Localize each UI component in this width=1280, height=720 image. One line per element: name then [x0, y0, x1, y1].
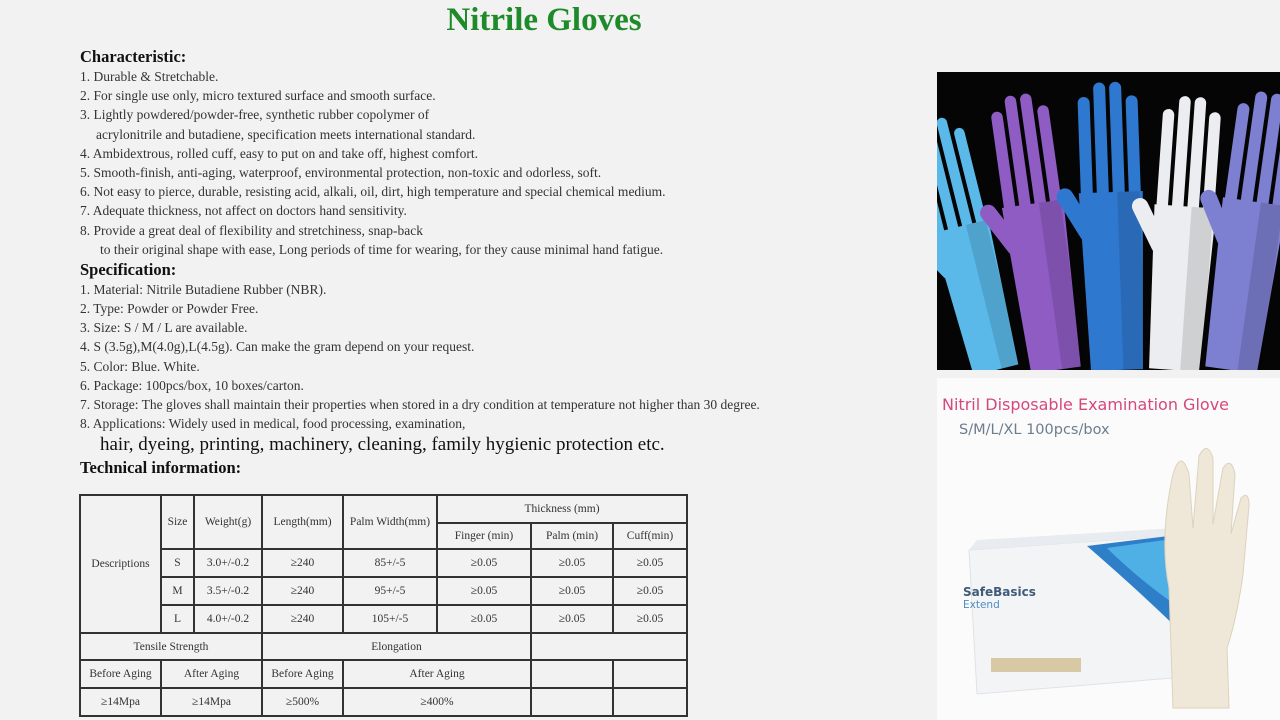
- specification-line: 6. Package: 100pcs/box, 10 boxes/carton.: [80, 377, 304, 393]
- table-row: [80, 605, 687, 633]
- empty-cell: [613, 660, 687, 688]
- descriptions-cell: Descriptions: [80, 495, 161, 633]
- weight-header: Weight(g): [194, 495, 262, 549]
- size-header: Size: [161, 495, 194, 549]
- box-brand: [963, 586, 1036, 612]
- palm-width-header: Palm Width(mm): [343, 495, 437, 549]
- empty-cell: [531, 688, 613, 716]
- product-caption: Nitril Disposable Examination Glove: [942, 395, 1229, 414]
- empty-cell: [531, 633, 687, 660]
- characteristic-line: 7. Adequate thickness, not affect on doctors hand sensitivity.: [80, 203, 407, 219]
- characteristic-line: 3. Lightly powdered/powder-free, synthetic rubber copolymer of: [80, 107, 430, 123]
- table-cell: ≥240: [262, 549, 343, 577]
- aging-label: After Aging: [343, 660, 531, 688]
- box-brand-name: SafeBasics: [963, 585, 1036, 599]
- empty-cell: [613, 688, 687, 716]
- empty-cell: [531, 660, 613, 688]
- table-cell: ≥0.05: [613, 605, 687, 633]
- table-cell: ≥0.05: [531, 577, 613, 605]
- characteristic-line: 2. For single use only, micro textured surface and smooth surface.: [80, 88, 436, 104]
- specification-line: 2. Type: Powder or Powder Free.: [80, 301, 259, 317]
- table-cell: 4.0+/-0.2: [194, 605, 262, 633]
- characteristic-line: 8. Provide a great deal of flexibility and stretchiness, snap-back: [80, 222, 424, 238]
- aging-label: Before Aging: [262, 660, 343, 688]
- specification-line: 1. Material: Nitrile Butadiene Rubber (NBR).: [80, 281, 327, 297]
- technical-heading: Technical information:: [80, 458, 242, 478]
- table-cell: ≥0.05: [531, 549, 613, 577]
- content-column: [80, 46, 930, 478]
- product-sizes: S/M/L/XL 100pcs/box: [959, 422, 1110, 438]
- specification-line: 4. S (3.5g),M(4.0g),L(4.5g). Can make the gram depend on your request.: [80, 339, 475, 355]
- table-cell: L: [161, 605, 194, 633]
- table-cell: ≥0.05: [437, 549, 531, 577]
- table-row: [80, 549, 687, 577]
- product-illustration: [937, 378, 1280, 720]
- characteristic-heading: Characteristic:: [80, 47, 187, 66]
- table-cell: 85+/-5: [343, 549, 437, 577]
- aging-label: After Aging: [161, 660, 262, 688]
- specification-line: hair, dyeing, printing, machinery, cleaning, family hygienic protection etc.: [100, 434, 665, 456]
- specification-line: 8. Applications: Widely used in medical, food processing, examination,: [80, 416, 466, 432]
- gloves-photo: [937, 72, 1280, 370]
- table-cell: ≥0.05: [437, 577, 531, 605]
- characteristic-line: 5. Smooth-finish, anti-aging, waterproof, environmental protection, non-toxic and odorless, soft.: [80, 164, 602, 180]
- table-cell: ≥0.05: [613, 549, 687, 577]
- table-cell: ≥0.05: [613, 577, 687, 605]
- cuff-header: Cuff(min): [613, 523, 687, 549]
- box-subbrand: Extend: [963, 599, 1000, 611]
- specification-heading: Specification:: [80, 259, 177, 279]
- aging-label: Before Aging: [80, 660, 161, 688]
- specification-line: 3. Size: S / M / L are available.: [80, 320, 248, 336]
- characteristic-line: 4. Ambidextrous, rolled cuff, easy to put on and take off, highest comfort.: [80, 145, 479, 161]
- page-title: Nitrile Gloves: [446, 2, 642, 38]
- gloves-illustration: [937, 72, 1280, 370]
- elongation-cell: Elongation: [262, 633, 531, 660]
- table-cell: 3.5+/-0.2: [194, 577, 262, 605]
- table-cell: 3.0+/-0.2: [194, 549, 262, 577]
- characteristic-line: 1. Durable & Stretchable.: [80, 69, 219, 84]
- aging-value: ≥400%: [343, 688, 531, 716]
- characteristic-line: to their original shape with ease, Long periods of time for wearing, for they cause minimal hand fatigue.: [100, 241, 664, 257]
- specification-line: 7. Storage: The gloves shall maintain their properties when stored in a dry condition at temperature not higher than 30 degree.: [80, 397, 760, 412]
- table-cell: S: [161, 549, 194, 577]
- table-row: [80, 577, 687, 605]
- characteristic-line: acrylonitrile and butadiene, specification meets international standard.: [96, 126, 476, 142]
- length-header: Length(mm): [262, 495, 343, 549]
- tensile-strength-cell: Tensile Strength: [80, 633, 262, 660]
- table-cell: 105+/-5: [343, 605, 437, 633]
- table-cell: ≥240: [262, 577, 343, 605]
- technical-table: [79, 494, 688, 717]
- table-cell: 95+/-5: [343, 577, 437, 605]
- product-photo: [937, 378, 1280, 720]
- characteristic-line: 6. Not easy to pierce, durable, resisting acid, alkali, oil, dirt, high temperature and special chemical medium.: [80, 184, 666, 200]
- table-cell: ≥240: [262, 605, 343, 633]
- table-cell: M: [161, 577, 194, 605]
- finger-header: Finger (min): [437, 523, 531, 549]
- aging-value: ≥14Mpa: [80, 688, 161, 716]
- table-cell: ≥0.05: [437, 605, 531, 633]
- aging-value: ≥500%: [262, 688, 343, 716]
- thickness-header: Thickness (mm): [437, 495, 687, 523]
- table-cell: ≥0.05: [531, 605, 613, 633]
- aging-value: ≥14Mpa: [161, 688, 262, 716]
- palm-header: Palm (min): [531, 523, 613, 549]
- specification-line: 5. Color: Blue. White.: [80, 358, 200, 374]
